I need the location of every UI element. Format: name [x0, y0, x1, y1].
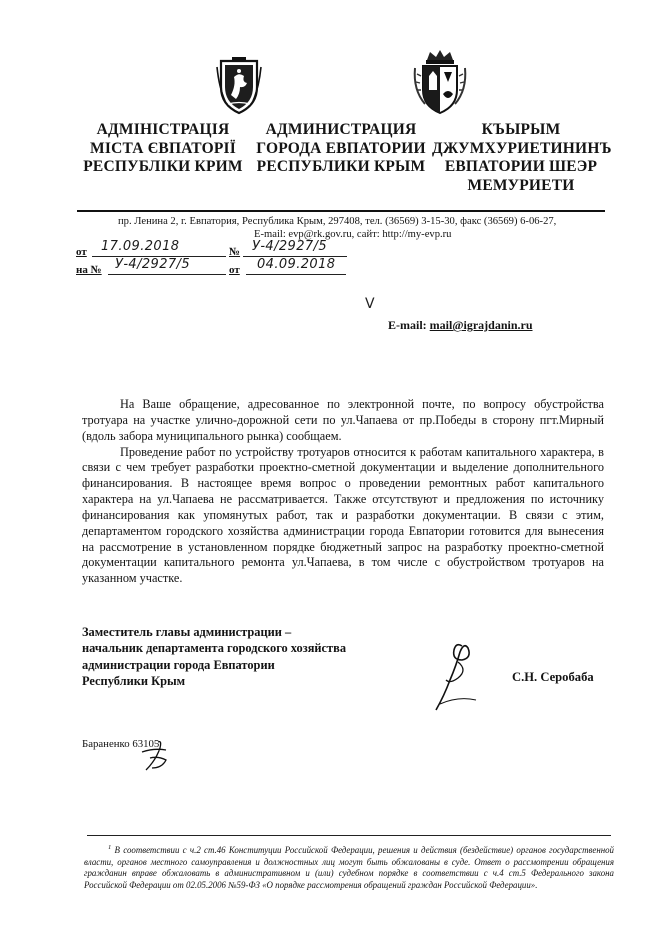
performer-initials-signature: [132, 738, 174, 774]
recipient-email-label: E-mail:: [388, 318, 427, 332]
header-russian: [252, 121, 430, 177]
signatory-title-line: Республики Крым: [82, 674, 186, 689]
ref-number-label: на №: [76, 264, 102, 276]
header-crimean-tatar-line: ДЖУМХУРИЕТИНИНЪ: [432, 139, 612, 157]
body-paragraph-1: На Ваше обращение, адресованное по электронной почте, по вопросу обустройства тротуара на участке улично-дорожной сети по ул.Чапаева от пр.Победы в сторону пгт.Мирный (вдоль забора муниципального рынка) сообщаем.: [82, 397, 604, 443]
handwritten-signature: [428, 640, 500, 720]
ref-date-underline: [246, 274, 346, 275]
header-crimean-tatar-line: ЕВПАТОРИИ ШЕЭР: [444, 158, 598, 175]
footnote-divider: [87, 835, 611, 836]
header-crimean-tatar-line: МЕМУРИЕТИ: [467, 176, 575, 194]
header-ukrainian-line: РЕСПУБЛІКИ КРИМ: [83, 158, 243, 175]
signatory-title: [82, 624, 346, 690]
signatory-name: С.Н. Серобаба: [512, 670, 594, 684]
footnote: [84, 842, 614, 891]
header-russian-line: АДМИНИСТРАЦИЯ: [265, 121, 417, 138]
header-crimean-tatar-line: КЪЫРЫМ: [481, 121, 561, 138]
header-crimean-tatar: [432, 121, 610, 195]
ref-date-label: от: [229, 264, 240, 276]
letter-body: [82, 397, 604, 587]
header-russian-line: РЕСПУБЛИКИ КРЫМ: [256, 158, 426, 175]
number-value: У-4/2927/5: [252, 239, 327, 254]
date-label: от: [76, 246, 87, 258]
footnote-mark: 1: [108, 844, 112, 851]
header-divider: [77, 210, 605, 212]
header-ukrainian: [78, 121, 248, 177]
recipient-email: [388, 318, 533, 333]
number-label: №: [229, 246, 241, 258]
ref-number-underline: [108, 274, 226, 275]
ref-number-value: У-4/2927/5: [115, 257, 190, 272]
signatory-title-line: Заместитель главы администрации –: [82, 625, 292, 639]
check-mark: V: [365, 296, 375, 312]
signatory-title-line: администрации города Евпатории: [82, 657, 275, 672]
recipient-email-address[interactable]: mail@igrajdanin.ru: [429, 318, 533, 332]
contact-address: пр. Ленина 2, г. Евпатория, Республика Крым, 297408, тел. (36569) 3-15-30, факс (36569) 6-06-27,: [118, 216, 557, 227]
signatory-title-line: начальник департамента городского хозяйства: [82, 641, 347, 656]
footnote-text: В соответствии с ч.2 ст.46 Конституции Российской Федерации, решения и действия (бездействие) органов государственной власти, органов местного самоуправления и должностных лиц могут быть обжалованы в суде. Ответ о рассмотрении обращения гражданин вправе обжаловать в административном и (или) судебном порядке в соответствии с ч.4 ст.5 Федерального закона Российской Федерации от 02.05.2006 №59-ФЗ «О порядке рассмотрения обращений граждан Российской Федерации».: [84, 844, 614, 890]
header-ukrainian-line: МІСТА ЄВПАТОРІЇ: [90, 139, 236, 157]
body-paragraph-2: Проведение работ по устройству тротуаров относится к работам капитального характера, в связи с чем требует разработки проектно-сметной документации и выделение дополнительного финансирования. В настоящее время вопрос о проведении ремонтных работ капитального характера на ул.Чапаева не рассматривается. Также отсутствуют и предложения по источнику финансирования как упомянутых работ, так и разработки документации. В связи с этим, департаментом городского хозяйства администрации города Евпатории готовится для вынесения на рассмотрение в установленном порядке бюджетный запрос на разработку проектно-сметной документации капитального ремонта ул.Чапаева, в том числе с обустройством тротуаров на указанном участке.: [82, 444, 604, 586]
date-value: 17.09.2018: [101, 239, 180, 254]
crimea-coat-of-arms-icon: [214, 57, 264, 115]
header-russian-line: ГОРОДА ЕВПАТОРИИ: [256, 139, 426, 157]
performer-info: Бараненко 63105: [82, 738, 160, 750]
ref-date-value: 04.09.2018: [257, 257, 336, 272]
evpatoria-coat-of-arms-icon: [411, 50, 469, 116]
header-ukrainian-line: АДМІНІСТРАЦІЯ: [96, 121, 230, 138]
contact-email-site: E-mail: evp@rk.gov.ru, сайт: http://my-evp.ru: [254, 229, 452, 240]
